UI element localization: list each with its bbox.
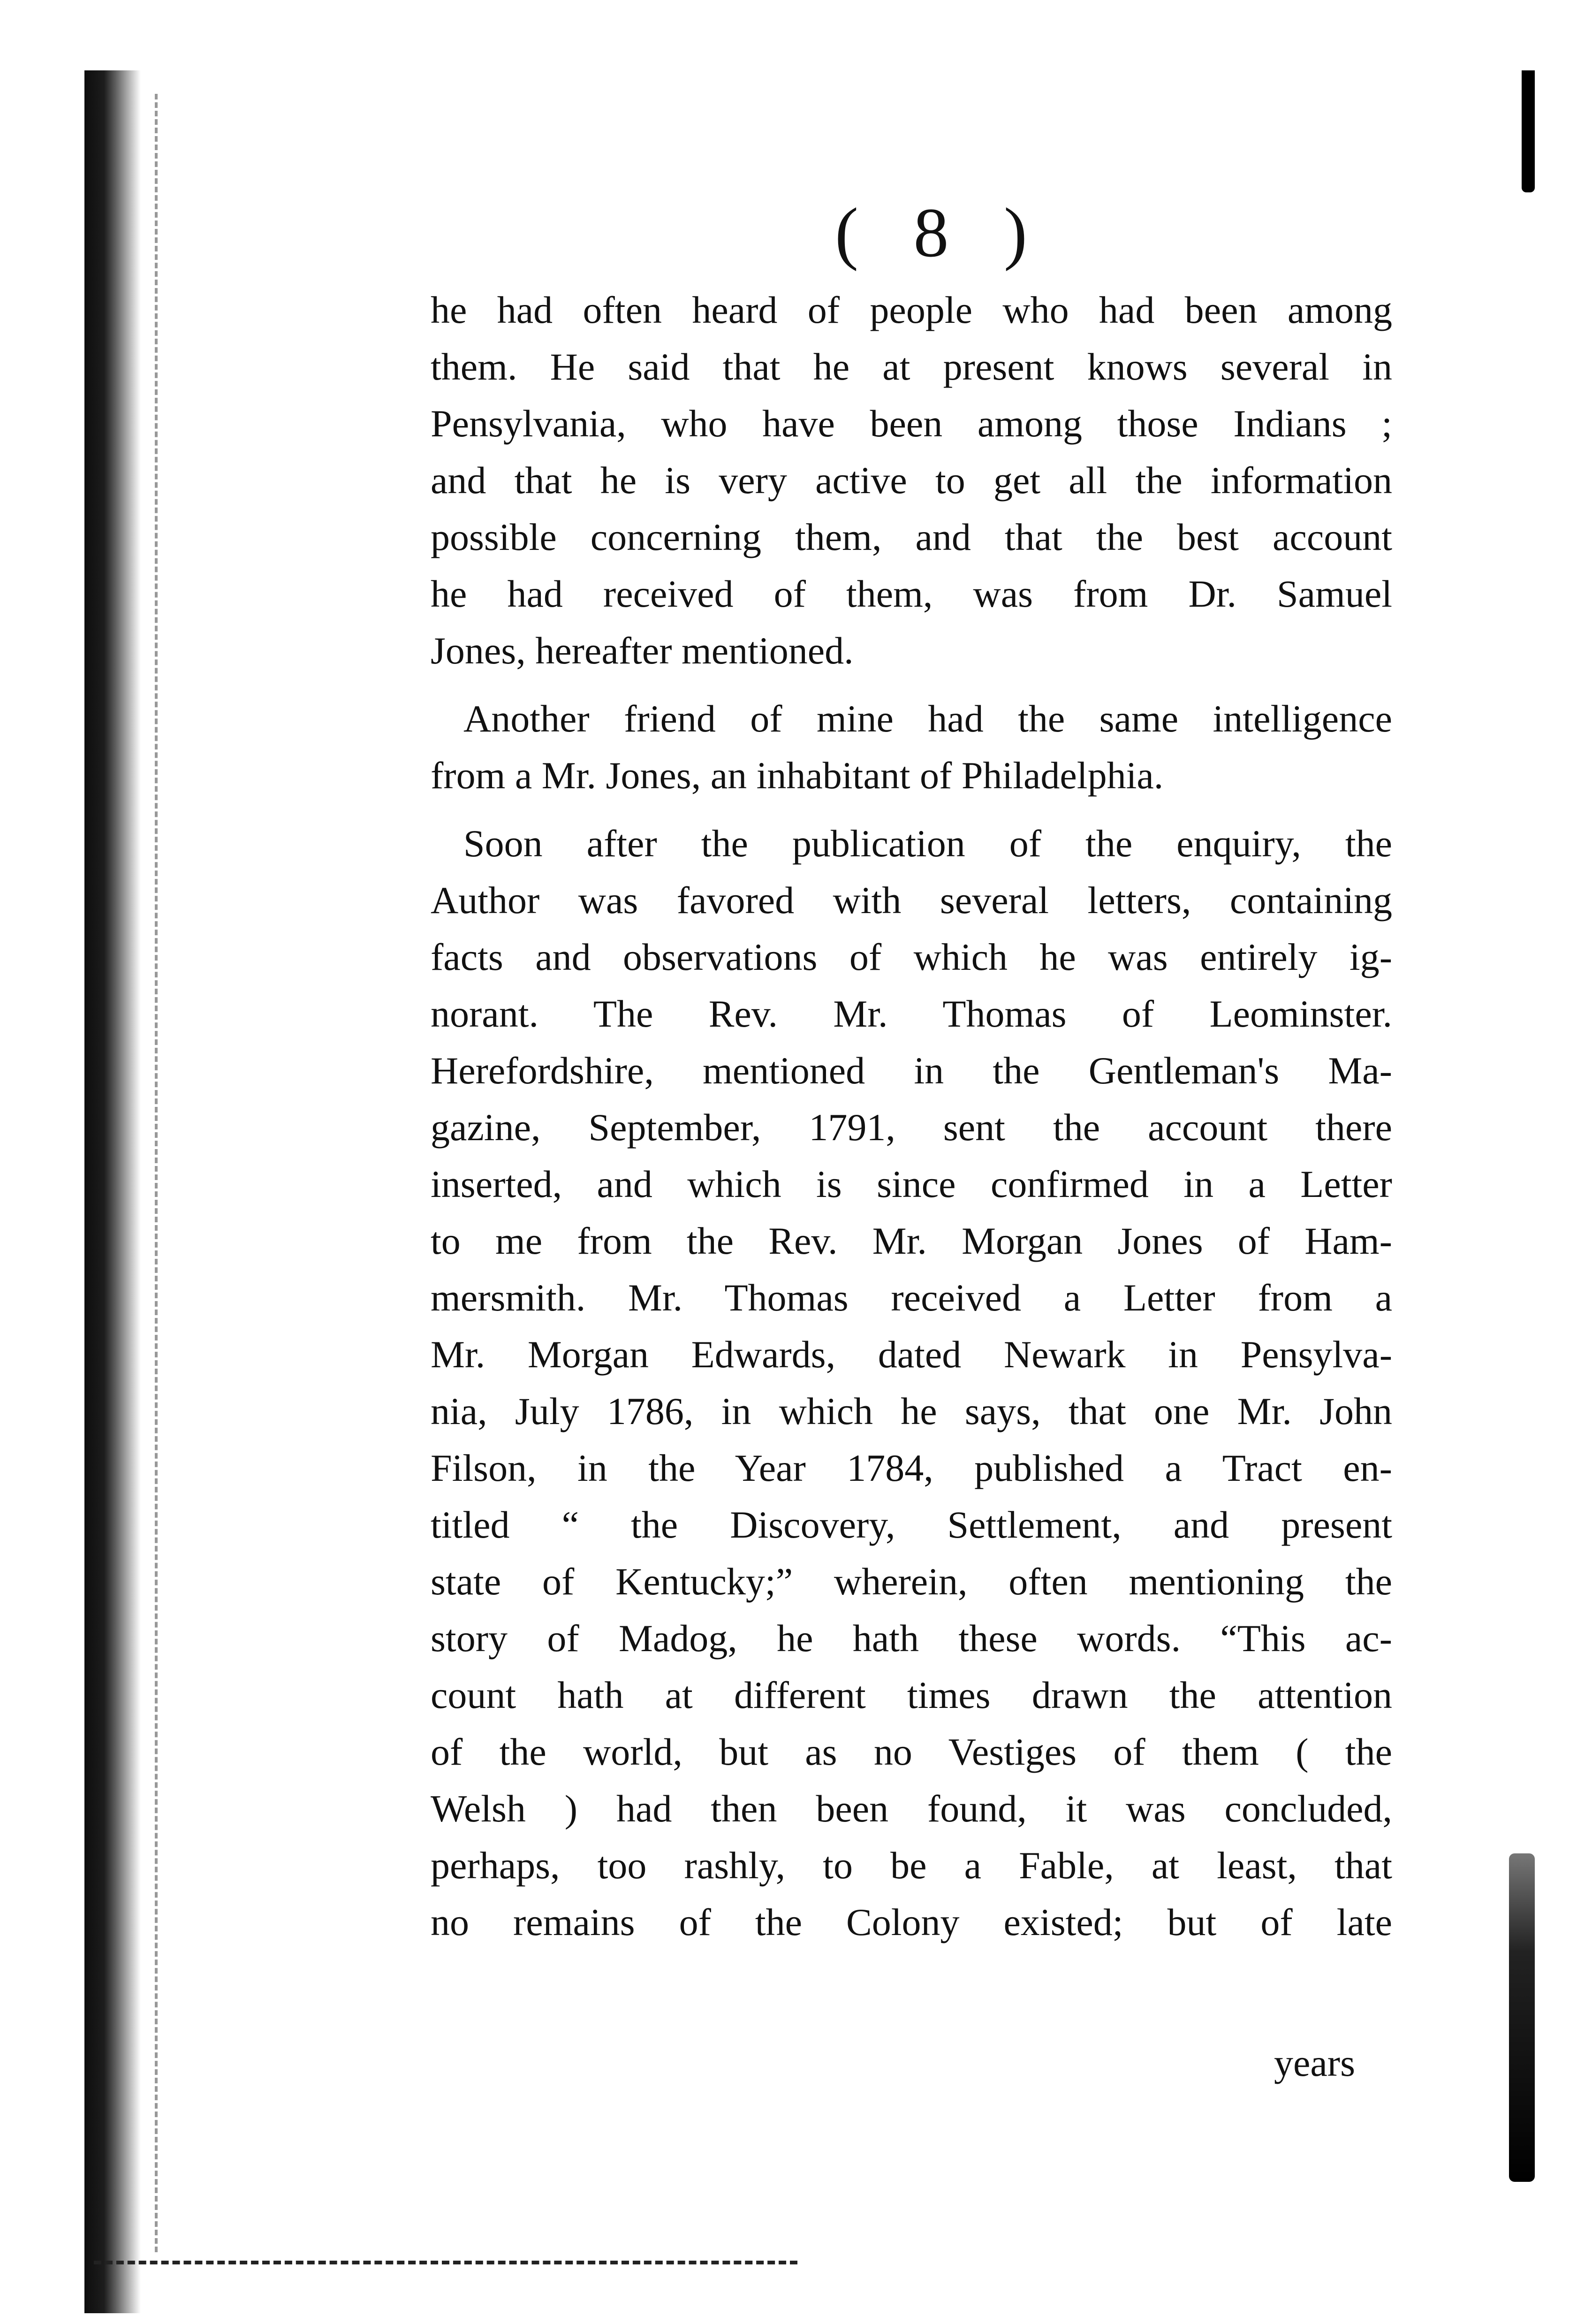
text-line: no remains of the Colony existed; but of late xyxy=(431,1901,1392,1943)
scan-bottom-rule xyxy=(94,2261,797,2264)
text-line: facts and observations of which he was entirely ig- xyxy=(431,936,1392,978)
page-body xyxy=(431,282,1392,1962)
paragraph-2 xyxy=(431,690,1392,804)
text-line: Mr. Morgan Edwards, dated Newark in Pensylva- xyxy=(431,1333,1392,1376)
text-line: Welsh ) had then been found, it was concluded, xyxy=(431,1787,1392,1830)
text-line: story of Madog, he hath these words. “This ac- xyxy=(431,1617,1392,1660)
text-line: from a Mr. Jones, an inhabitant of Philadelphia. xyxy=(431,754,1164,797)
text-line: of the world, but as no Vestiges of them ( the xyxy=(431,1730,1392,1773)
page-number: ( 8 ) xyxy=(835,194,1046,272)
text-line: he had often heard of people who had been among xyxy=(431,289,1392,331)
text-line: state of Kentucky;” wherein, often mentioning the xyxy=(431,1560,1392,1603)
text-line: inserted, and which is since confirmed in a Letter xyxy=(431,1163,1392,1205)
text-line: perhaps, too rashly, to be a Fable, at least, that xyxy=(431,1844,1392,1887)
text-line: Another friend of mine had the same intelligence xyxy=(463,697,1392,740)
paragraph-1 xyxy=(431,282,1392,679)
text-line: count hath at different times drawn the attention xyxy=(431,1674,1392,1716)
text-line: Herefordshire, mentioned in the Gentleman's Ma- xyxy=(431,1049,1392,1092)
text-line: Author was favored with several letters, containing xyxy=(431,879,1392,922)
paragraph-3 xyxy=(431,815,1392,1951)
scan-gutter-marks xyxy=(155,94,163,2252)
text-line: mersmith. Mr. Thomas received a Letter from a xyxy=(431,1276,1392,1319)
scan-edge-mark-right-bottom xyxy=(1509,1853,1535,2182)
scan-edge-mark-right-top xyxy=(1522,70,1535,192)
text-line: Filson, in the Year 1784, published a Tract en- xyxy=(431,1447,1392,1489)
text-line: norant. The Rev. Mr. Thomas of Leominster. xyxy=(431,992,1392,1035)
text-line: to me from the Rev. Mr. Morgan Jones of Ham- xyxy=(431,1219,1392,1262)
text-line: nia, July 1786, in which he says, that one Mr. John xyxy=(431,1390,1392,1432)
text-line: gazine, September, 1791, sent the account there xyxy=(431,1106,1392,1149)
text-line: Jones, hereafter mentioned. xyxy=(431,629,854,672)
text-line: Pensylvania, who have been among those Indians ; xyxy=(431,402,1392,445)
text-line: he had received of them, was from Dr. Samuel xyxy=(431,572,1392,615)
text-line: and that he is very active to get all the information xyxy=(431,459,1392,502)
catchword: years xyxy=(1274,2042,1356,2084)
text-line: possible concerning them, and that the best account xyxy=(431,516,1392,558)
text-line: Soon after the publication of the enquiry, the xyxy=(463,822,1392,865)
text-line: titled “ the Discovery, Settlement, and present xyxy=(431,1503,1392,1546)
scan-binding-shadow-left xyxy=(84,70,141,2313)
text-line: them. He said that he at present knows several in xyxy=(431,345,1392,388)
